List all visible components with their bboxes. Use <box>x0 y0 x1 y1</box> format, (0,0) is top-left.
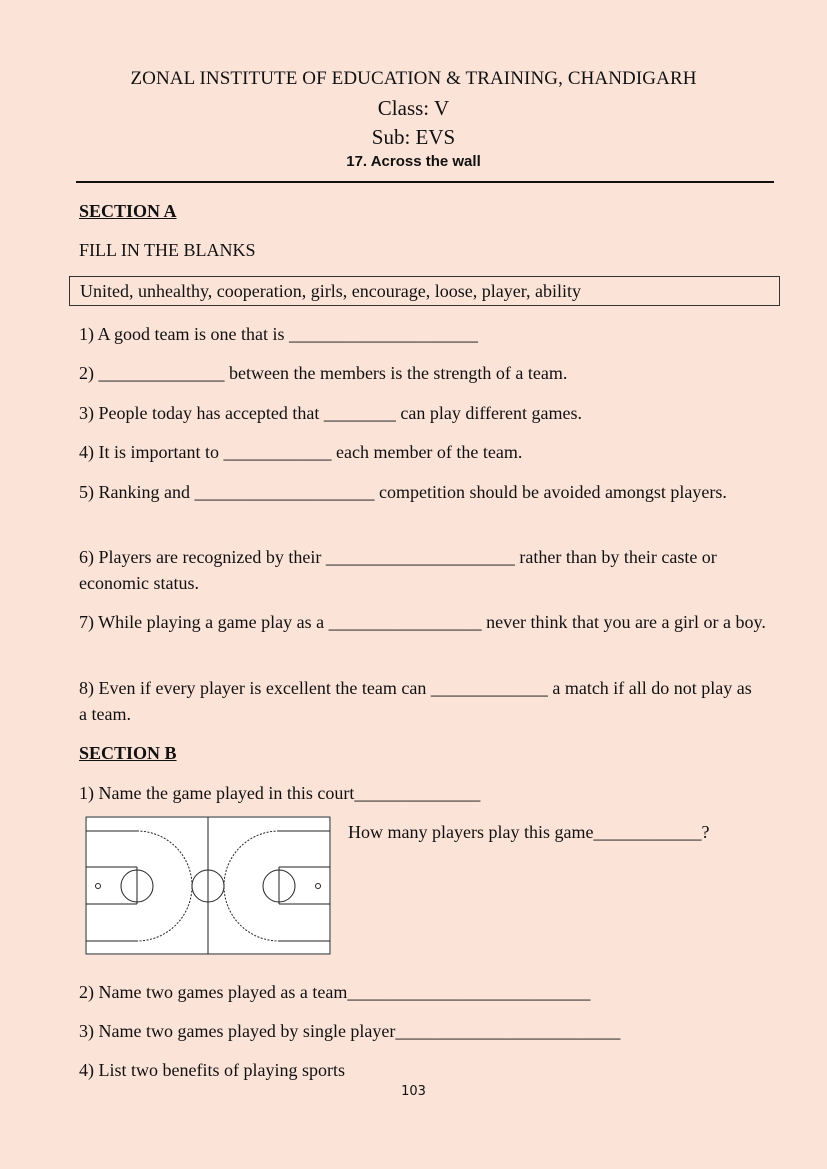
question-b1-sub: How many players play this game____________? <box>348 822 710 842</box>
class-label: Class: V <box>377 96 450 120</box>
question-a5: 5) Ranking and ____________________ competition should be avoided amongst players. <box>79 482 727 502</box>
question-a6: 6) Players are recognized by their _____________________ rather than by their caste or economic status. <box>79 547 717 593</box>
question-a7: 7) While playing a game play as a _________________ never think that you are a girl or a boy. <box>79 612 766 632</box>
question-a1: 1) A good team is one that is _____________________ <box>79 324 478 344</box>
section-a-subtitle: FILL IN THE BLANKS <box>79 240 256 260</box>
question-a3: 3) People today has accepted that ________ can play different games. <box>79 403 582 423</box>
question-a2: 2) ______________ between the members is the strength of a team. <box>79 363 568 383</box>
word-bank: United, unhealthy, cooperation, girls, encourage, loose, player, ability <box>69 276 780 306</box>
question-b2: 2) Name two games played as a team___________________________ <box>79 982 591 1002</box>
question-a4: 4) It is important to ____________ each member of the team. <box>79 442 523 462</box>
subject-label: Sub: EVS <box>371 125 456 149</box>
header-divider <box>76 181 774 183</box>
page-number: 103 <box>401 1084 426 1099</box>
section-a-title: SECTION A <box>79 201 177 221</box>
question-b1: 1) Name the game played in this court______________ <box>79 783 481 803</box>
question-a8: 8) Even if every player is excellent the team can _____________ a match if all do not play as a team. <box>79 678 752 724</box>
question-b4: 4) List two benefits of playing sports <box>79 1060 345 1080</box>
section-b-title: SECTION B <box>79 743 177 763</box>
question-b3: 3) Name two games played by single player_________________________ <box>79 1021 621 1041</box>
basketball-court-image <box>85 816 331 955</box>
institute-name: ZONAL INSTITUTE OF EDUCATION & TRAINING, CHANDIGARH <box>130 68 697 89</box>
chapter-title: 17. Across the wall <box>346 153 481 170</box>
